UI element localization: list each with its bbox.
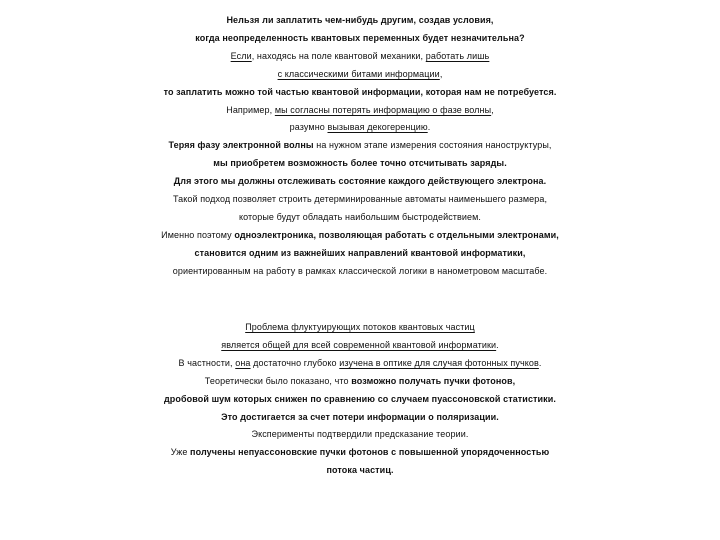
text-line: Такой подход позволяет строить детерминированные автоматы наименьшего размера, xyxy=(172,194,548,205)
text-fragment: В частности, xyxy=(178,357,236,368)
text-line xyxy=(0,355,720,373)
text-fragment: Уже xyxy=(170,447,191,458)
text-line: когда неопределенность квантовых переменных будет незначительна? xyxy=(195,32,525,43)
text-line: Для этого мы должны отслеживать состояние каждого действующего электрона. xyxy=(173,176,547,187)
text-fragment: Проблема флуктуирующих потоков квантовых частиц xyxy=(245,322,475,332)
text-line: Нельзя ли заплатить чем-нибудь другим, создав условия, xyxy=(226,15,494,25)
text-fragment: Если xyxy=(230,50,252,61)
text-fragment: . xyxy=(538,357,542,368)
text-fragment: изучена в оптике для случая фотонных пучков xyxy=(339,357,539,368)
text-line xyxy=(0,444,720,462)
text-line xyxy=(0,337,720,355)
text-fragment: является общей для всей современной квантовой информатики xyxy=(221,339,497,350)
text-fragment: разумно xyxy=(289,122,328,133)
paragraph-photon-streams xyxy=(0,319,720,480)
text-line: Это достигается за счет потери информации о поляризации. xyxy=(221,411,499,422)
text-line xyxy=(0,102,720,120)
text-line xyxy=(0,373,720,391)
text-line xyxy=(0,48,720,66)
text-fragment: с классическими битами информации xyxy=(277,68,440,79)
text-line: ориентированным на работу в рамках классической логики в нанометровом масштабе. xyxy=(172,265,548,276)
text-fragment: мы согласны потерять информацию о фазе волны xyxy=(274,104,492,115)
text-fragment: , находясь на поле квантовой механики, xyxy=(251,50,426,61)
text-line xyxy=(0,66,720,84)
text-line: мы приобретем возможность более точно отсчитывать заряды. xyxy=(213,158,507,169)
text-fragment: . xyxy=(427,122,431,133)
text-fragment: она xyxy=(235,357,251,368)
text-fragment: , xyxy=(439,68,443,79)
text-fragment: , xyxy=(491,104,494,115)
text-line: Эксперименты подтвердили предсказание теории. xyxy=(251,429,469,440)
text-fragment: возможно получать пучки фотонов, xyxy=(351,375,516,386)
text-fragment: на нужном этапе измерения состояния наноструктуры, xyxy=(313,140,552,151)
text-fragment: получены непуассоновские пучки фотонов с повышенной упорядоченностью xyxy=(190,447,550,458)
text-fragment: достаточно глубоко xyxy=(250,357,340,368)
text-fragment: Теряя фазу электронной волны xyxy=(168,140,314,151)
text-line xyxy=(0,137,720,155)
text-fragment: вызывая декогеренцию xyxy=(327,122,428,133)
text-fragment: . xyxy=(496,339,499,350)
text-line xyxy=(0,119,720,137)
text-line: становится одним из важнейших направлений квантовой информатики, xyxy=(194,247,526,258)
text-line: то заплатить можно той частью квантовой информации, которая нам не потребуется. xyxy=(163,86,557,97)
text-line xyxy=(0,319,720,337)
text-line: которые будут обладать наибольшим быстродействием. xyxy=(238,211,482,222)
text-fragment: Теоретически было показано, что xyxy=(204,375,352,386)
text-fragment: одноэлектроника, позволяющая работать с отдельными электронами, xyxy=(234,229,559,240)
text-line xyxy=(0,227,720,245)
text-line: дробовой шум которых снижен по сравнению со случаем пуассоновской статистики. xyxy=(163,393,557,404)
paragraph-quantum-payment xyxy=(0,12,720,281)
text-fragment: Именно поэтому xyxy=(161,229,235,240)
text-fragment: работать лишь xyxy=(425,50,490,61)
text-fragment: Например, xyxy=(226,104,275,115)
text-line: потока частиц. xyxy=(326,465,394,476)
